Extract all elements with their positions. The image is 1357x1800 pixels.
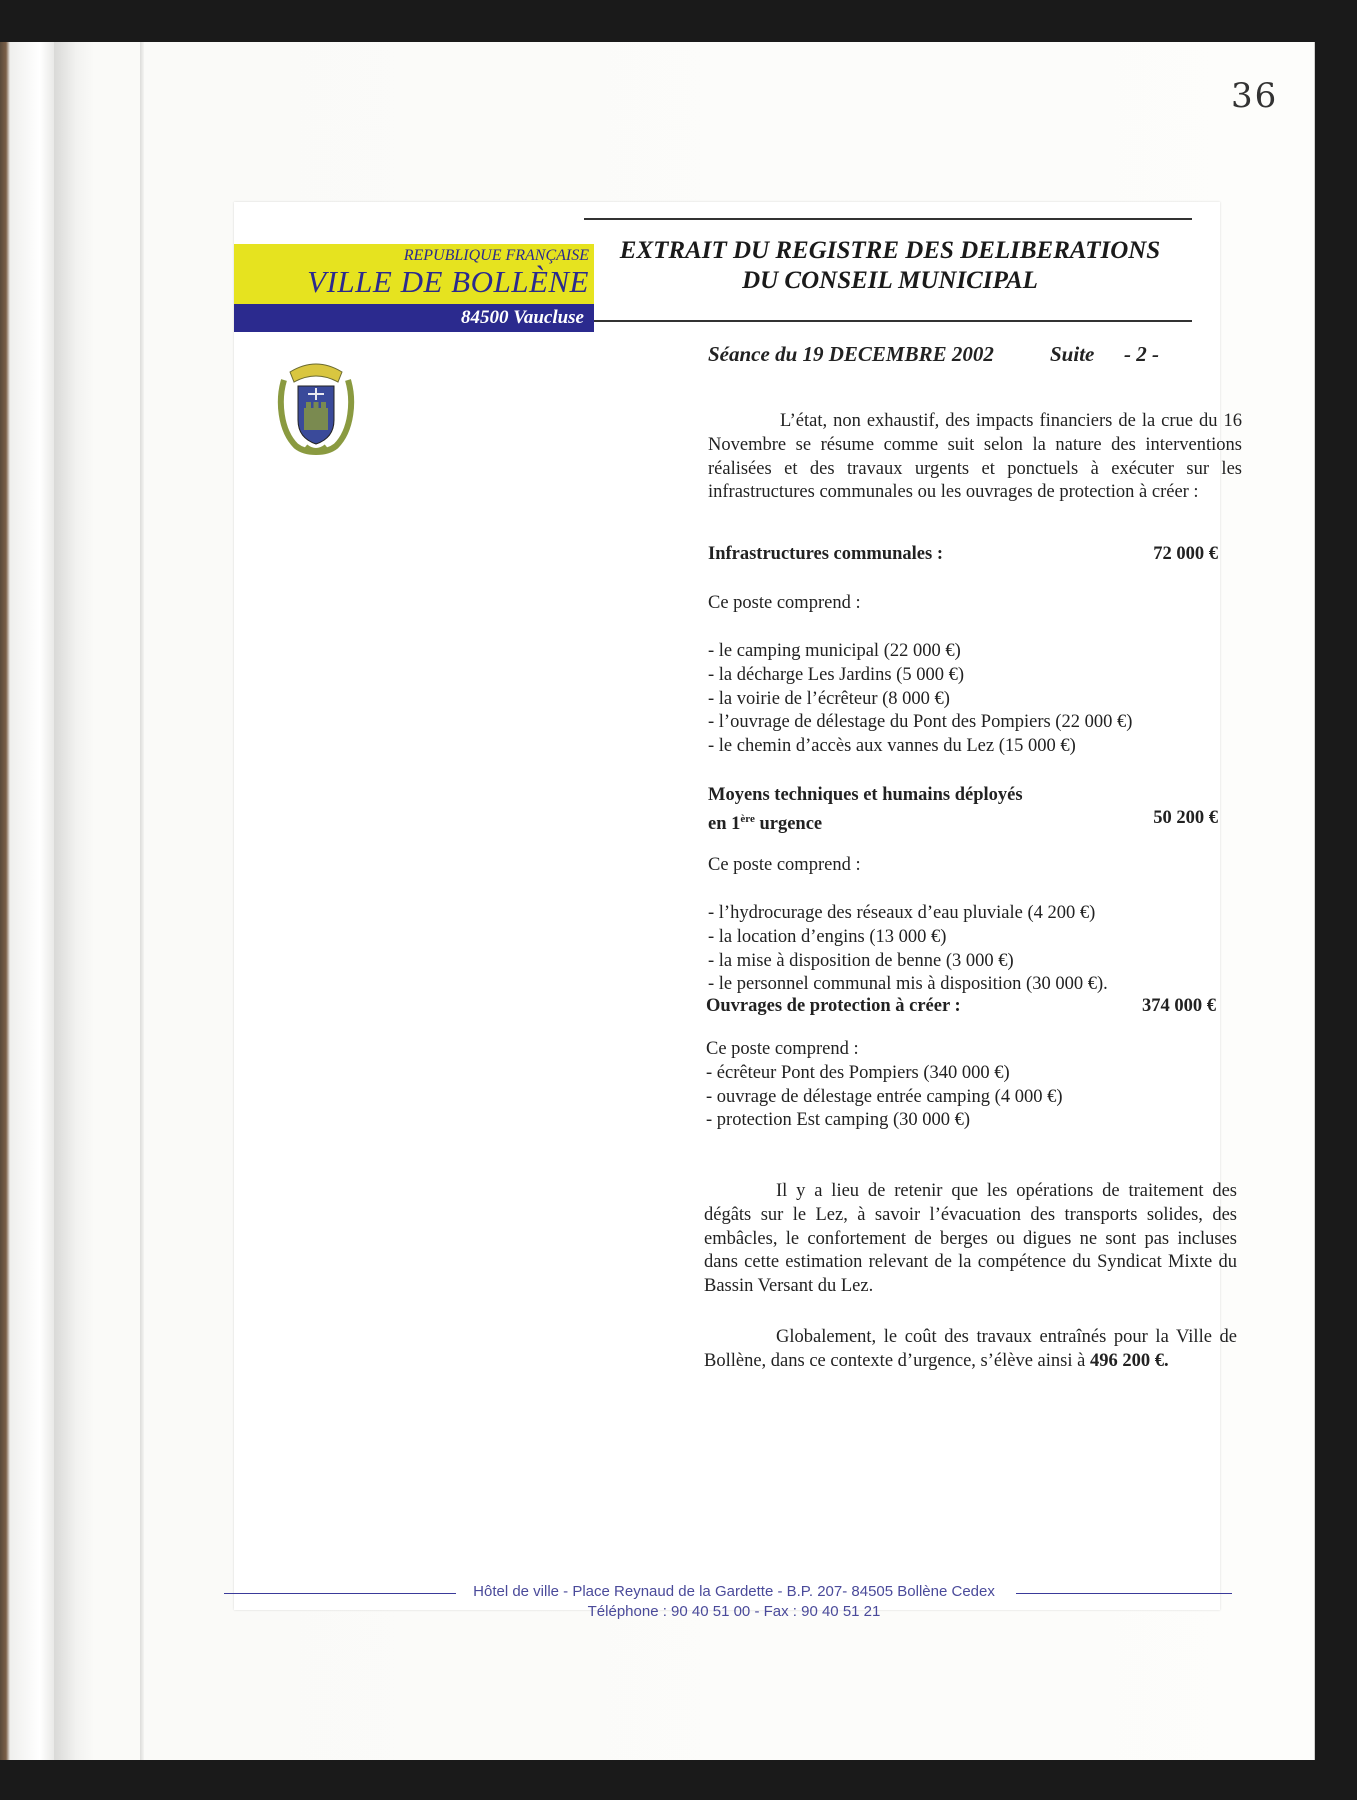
section-amount: 374 000 €	[1142, 996, 1216, 1016]
section-intro	[708, 854, 1242, 878]
list-item: - écrêteur Pont des Pompiers (340 000 €)	[706, 1062, 1010, 1083]
list-item: - la mise à disposition de benne (3 000 €)	[708, 950, 1014, 971]
ville-name: VILLE DE BOLLÈNE	[307, 264, 589, 299]
page-number: 36	[1231, 76, 1279, 116]
section-amount: 72 000 €	[1153, 544, 1218, 564]
section-list-ouvrages	[706, 1038, 1240, 1133]
intro-paragraph: L’état, non exhaustif, des impacts financiers de la crue du 16 Novembre se résume comme suit selon la nature des interventions réalisées et des travaux urgents et ponctuels à exécuter sur les infrastructures communales ou les ouvrages de protection à créer :	[708, 411, 1242, 503]
section-intro	[708, 592, 1242, 616]
list-item: - le camping municipal (22 000 €)	[708, 641, 961, 661]
section-amount: 50 200 €	[1153, 808, 1218, 828]
section-title-post: urgence	[754, 813, 823, 834]
list-item: - ouvrage de délestage entrée camping (4 000 €)	[706, 1086, 1063, 1107]
republic-label: REPUBLIQUE FRANÇAISE	[403, 247, 589, 264]
page-fold	[140, 42, 144, 1760]
footer-rule-right	[1016, 1593, 1232, 1594]
closing-paragraph-block-2	[704, 1326, 1237, 1374]
binder-edge	[0, 42, 54, 1792]
list-item: - l’hydrocurage des réseaux d’eau pluviale (4 200 €)	[708, 903, 1096, 923]
section-heading-ouvrages	[706, 996, 1216, 1017]
section-list-infrastructures	[708, 640, 1242, 759]
title-line-1: EXTRAIT DU REGISTRE DES DELIBERATIONS	[619, 237, 1161, 264]
section-title: Ouvrages de protection à créer :	[706, 996, 961, 1016]
department-band: 84500 Vaucluse	[234, 304, 594, 332]
list-item: - la location d’engins (13 000 €)	[708, 926, 947, 947]
section-list-moyens	[708, 902, 1242, 997]
album-page	[54, 42, 1315, 1760]
title-line-2: DU CONSEIL MUNICIPAL	[742, 267, 1038, 294]
section-title-sup: ère	[740, 812, 755, 825]
section-heading-infrastructures	[708, 544, 1218, 565]
document-sheet	[234, 202, 1242, 1620]
list-item: - le chemin d’accès aux vannes du Lez (15 000 €)	[708, 736, 1076, 757]
list-item: - la décharge Les Jardins (5 000 €)	[708, 664, 965, 685]
closing-paragraph-2	[704, 1326, 1237, 1374]
list-item: - le personnel communal mis à disposition (30 000 €).	[708, 974, 1108, 995]
section-heading-moyens	[708, 784, 1218, 837]
section-title: Infrastructures communales :	[708, 544, 943, 564]
background-bottom	[0, 1760, 1357, 1800]
closing-text: Globalement, le coût des travaux entraînés pour la Ville de Bollène, dans ce contexte d’urgence, s’élève ainsi à	[704, 1327, 1237, 1371]
section-intro-text: Ce poste comprend :	[708, 593, 861, 613]
section-intro-text: Ce poste comprend :	[706, 1039, 859, 1059]
closing-paragraph-block-1	[704, 1180, 1237, 1299]
header-rule-bottom	[584, 320, 1192, 322]
section-intro-text: Ce poste comprend :	[708, 855, 861, 875]
footer-address: Hôtel de ville - Place Reynaud de la Gardette - B.P. 207- 84505 Bollène Cedex	[473, 1583, 995, 1600]
header-rule-top	[584, 218, 1192, 220]
list-item: - protection Est camping (30 000 €)	[706, 1110, 971, 1131]
section-title-line-1: Moyens techniques et humains déployés	[708, 785, 1023, 805]
seance-date: Séance du 19 DECEMBRE 2002	[708, 342, 994, 366]
total-amount: 496 200 €.	[1089, 1350, 1169, 1371]
seance-page-number: - 2 -	[1124, 342, 1159, 366]
closing-paragraph-1: Il y a lieu de retenir que les opérations de traitement des dégâts sur le Lez, à savoir l’évacuation des transports solides, des embâcles, le confortement de berges ou digues ne sont pas incluses dans cette estimation relevant de la compétence du Syndicat Mixte du Bassin Versant du Lez.	[704, 1181, 1237, 1297]
section-title-line-2	[708, 808, 1218, 837]
footer-rule-left	[224, 1593, 456, 1594]
list-item: - l’ouvrage de délestage du Pont des Pompiers (22 000 €)	[708, 712, 1133, 733]
coat-of-arms-icon	[276, 350, 356, 458]
seance-suite: Suite	[1050, 342, 1095, 366]
footer-contact: Téléphone : 90 40 51 00 - Fax : 90 40 51 21	[587, 1603, 881, 1620]
list-item: - la voirie de l’écrêteur (8 000 €)	[708, 688, 950, 709]
section-title-pre: en 1	[708, 813, 741, 834]
intro-paragraph-block	[708, 410, 1242, 505]
document-title	[590, 236, 1190, 296]
